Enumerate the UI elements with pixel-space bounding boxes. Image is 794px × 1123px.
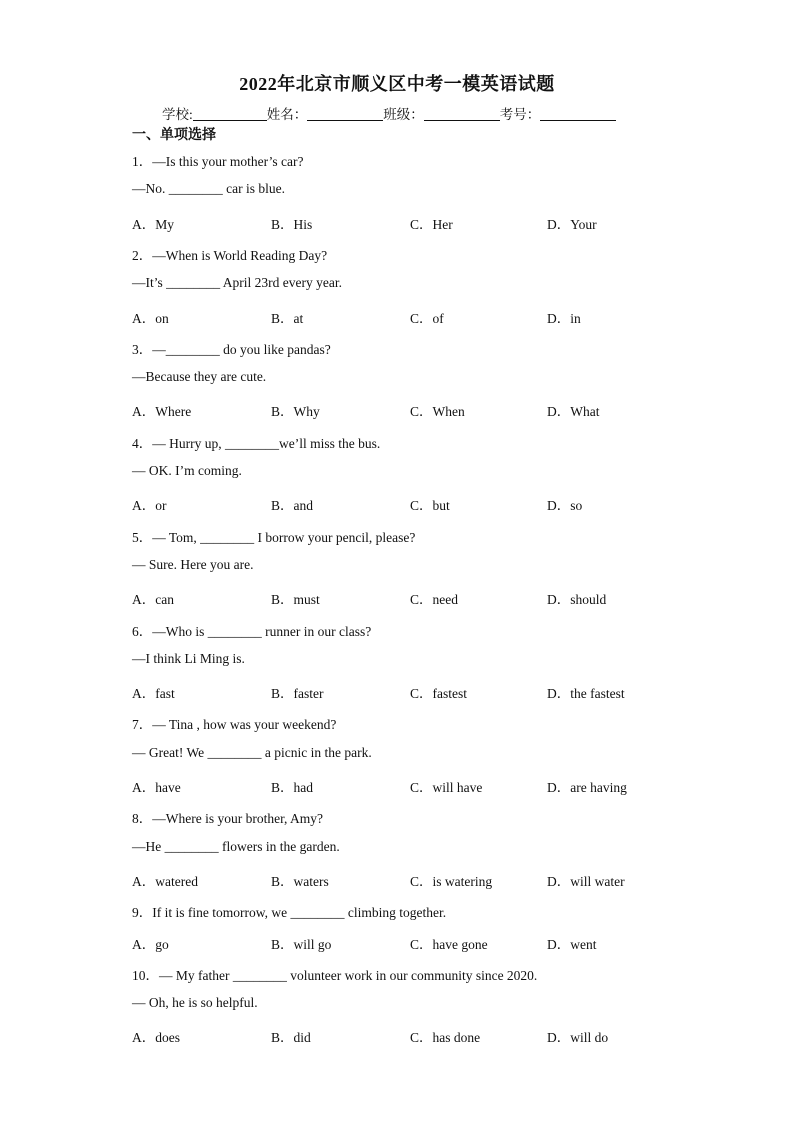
question-9-option-c[interactable]: C．have gone (410, 936, 488, 952)
question-5-stem: 5．— Tom, ________ I borrow your pencil, please? (132, 529, 416, 545)
section-heading: 一、单项选择 (132, 128, 216, 143)
question-1-option-d[interactable]: D．Your (547, 216, 597, 232)
question-3-option-a[interactable]: A．Where (132, 404, 192, 420)
question-1-options (132, 213, 672, 233)
question-2-option-a[interactable]: A．on (132, 310, 169, 326)
question-9-option-a[interactable]: A．go (132, 936, 169, 952)
student-info-line (162, 103, 616, 123)
question-4-option-c[interactable]: C．but (410, 498, 450, 514)
question-7-option-d[interactable]: D．are having (547, 780, 627, 795)
question-3-options (132, 400, 672, 420)
name-blank[interactable] (307, 106, 383, 121)
page-title: 2022年北京市顺义区中考一模英语试题 (239, 74, 555, 94)
question-4-reply: — OK. I’m coming. (132, 463, 242, 478)
question-6-option-c[interactable]: C．fastest (410, 686, 467, 702)
question-6-option-d[interactable]: D．the fastest (547, 686, 625, 702)
question-9-option-b[interactable]: B．will go (271, 936, 332, 952)
question-7-stem: 7．— Tina , how was your weekend? (132, 717, 337, 733)
school-blank[interactable] (193, 106, 267, 121)
question-7-reply: — Great! We ________ a picnic in the park. (132, 744, 372, 760)
question-2-option-c[interactable]: C．of (410, 310, 444, 326)
question-5-reply: — Sure. Here you are. (132, 556, 254, 572)
question-9-stem: 9．If it is fine tomorrow, we ________ climbing together. (132, 905, 447, 921)
question-4-stem: 4．— Hurry up, ________we’ll miss the bus. (132, 435, 381, 451)
question-6-reply: —I think Li Ming is. (132, 650, 245, 666)
question-2-reply: —It’s ________ April 23rd every year. (132, 275, 342, 291)
question-6-option-b[interactable]: B．faster (271, 686, 324, 702)
question-5-option-a[interactable]: A．can (132, 592, 174, 608)
question-6-stem: 6．—Who is ________ runner in our class? (132, 623, 372, 639)
question-8-reply: —He ________ flowers in the garden. (132, 838, 340, 854)
question-8-option-a[interactable]: A．watered (132, 873, 198, 889)
question-8-options (132, 870, 672, 890)
question-2-option-d[interactable]: D．in (547, 310, 581, 326)
question-10-reply: — Oh, he is so helpful. (132, 995, 258, 1011)
number-blank[interactable] (540, 106, 616, 121)
question-5-option-b[interactable]: B．must (271, 592, 320, 608)
question-8-option-d[interactable]: D．will water (547, 873, 625, 889)
school-label: 学校: (162, 107, 193, 122)
question-5-option-c[interactable]: C．need (410, 592, 458, 608)
question-3-option-d[interactable]: D．What (547, 404, 600, 420)
question-10-option-c[interactable]: C．has done (410, 1030, 481, 1046)
class-label: 班级： (383, 107, 424, 122)
question-8-stem: 8．—Where is your brother, Amy? (132, 811, 324, 827)
question-7-option-c[interactable]: C．will have (410, 780, 483, 795)
question-3-reply: —Because they are cute. (132, 369, 267, 385)
question-10-option-d[interactable]: D．will do (547, 1030, 609, 1046)
question-6-option-a[interactable]: A．fast (132, 686, 175, 702)
name-label: 姓名： (266, 107, 308, 122)
question-7-option-b[interactable]: B．had (271, 780, 313, 795)
question-3-option-b[interactable]: B．Why (271, 404, 320, 420)
question-6-options (132, 682, 672, 702)
question-4-options (132, 494, 672, 514)
question-2-option-b[interactable]: B．at (271, 310, 304, 326)
question-2-stem: 2．—When is World Reading Day? (132, 247, 328, 263)
number-label: 考号： (499, 107, 541, 122)
question-4-option-d[interactable]: D．so (547, 498, 583, 514)
question-1-option-b[interactable]: B．His (271, 216, 313, 232)
question-5-options (132, 588, 672, 608)
question-3-stem: 3．—________ do you like pandas? (132, 341, 331, 357)
class-blank[interactable] (424, 106, 500, 121)
question-4-option-a[interactable]: A．or (132, 498, 167, 514)
question-9-option-d[interactable]: D．went (547, 936, 597, 952)
question-5-option-d[interactable]: D．should (547, 592, 607, 608)
question-1-stem: 1．—Is this your mother’s car? (132, 154, 304, 169)
question-3-option-c[interactable]: C．When (410, 404, 465, 420)
question-8-option-c[interactable]: C．is watering (410, 873, 493, 889)
question-10-option-a[interactable]: A．does (132, 1030, 180, 1046)
question-9-options (132, 933, 672, 953)
question-1-option-c[interactable]: C．Her (410, 216, 453, 232)
question-1-option-a[interactable]: A．My (132, 216, 175, 232)
question-1-reply: —No. ________ car is blue. (132, 181, 285, 197)
question-2-options (132, 307, 672, 327)
question-10-stem: 10．— My father ________ volunteer work in our community since 2020. (132, 967, 538, 983)
question-4-option-b[interactable]: B．and (271, 498, 313, 514)
question-10-option-b[interactable]: B．did (271, 1030, 311, 1046)
question-7-option-a[interactable]: A．have (132, 780, 181, 795)
question-8-option-b[interactable]: B．waters (271, 873, 329, 889)
question-10-options (132, 1026, 672, 1046)
question-7-options (132, 776, 672, 796)
